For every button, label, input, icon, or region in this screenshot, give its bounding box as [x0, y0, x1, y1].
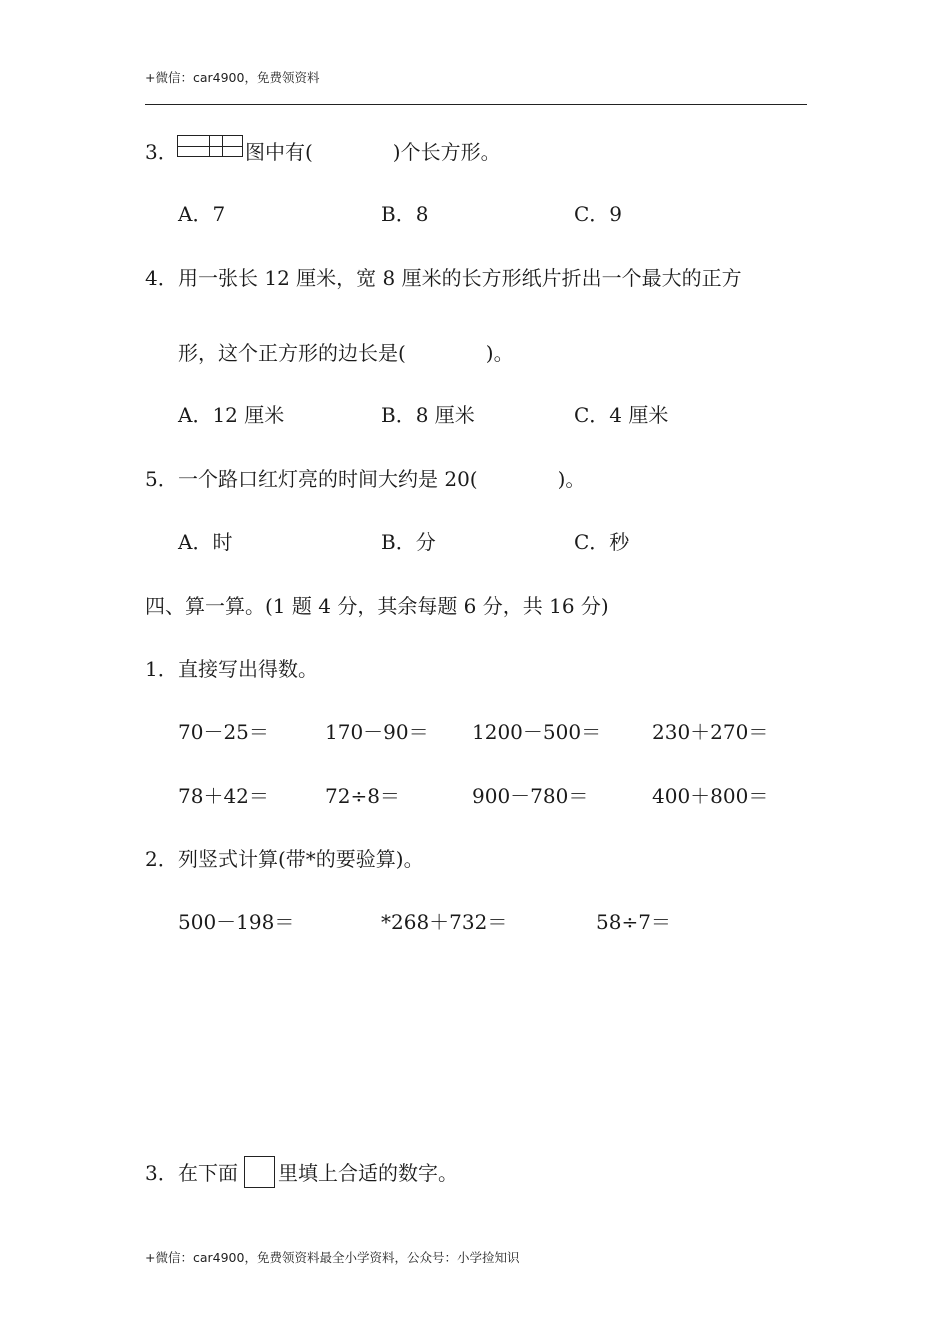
part-3-number: 3． [145, 1161, 178, 1185]
question-4-number: 4． [145, 266, 178, 290]
page-header: +微信：car4900，免费领资料 [145, 70, 320, 85]
q4-option-c: C．4 厘米 [574, 403, 669, 427]
vertical-calc-item: 500－198＝ [178, 910, 295, 934]
calc-item: 230＋270＝ [652, 720, 769, 744]
calc-item: 170－90＝ [325, 720, 429, 744]
part-2-title: 列竖式计算(带*的要验算)。 [178, 847, 424, 871]
q5-option-b: B．分 [381, 530, 436, 554]
part-3-text-before: 在下面 [178, 1161, 238, 1185]
q3-option-b: B．8 [381, 202, 429, 226]
calc-item: 400＋800＝ [652, 784, 769, 808]
question-4-line-2: 形，这个正方形的边长是( )。 [178, 341, 514, 365]
part-2-number: 2． [145, 847, 178, 871]
question-3-number: 3． [145, 140, 178, 164]
calc-item: 900－780＝ [472, 784, 589, 808]
rectangle-grid-figure [177, 135, 243, 157]
section-4-title: 四、算一算。(1 题 4 分，其余每题 6 分，共 16 分) [145, 594, 609, 618]
question-5-text: 一个路口红灯亮的时间大约是 20( )。 [178, 467, 586, 491]
calc-item: 1200－500＝ [472, 720, 602, 744]
calc-item: 72÷8＝ [325, 784, 400, 808]
vertical-calc-item: *268＋732＝ [381, 910, 508, 934]
q4-option-a: A．12 厘米 [178, 403, 285, 427]
q3-option-a: A．7 [178, 202, 226, 226]
header-rule [145, 104, 807, 105]
part-1-title: 直接写出得数。 [178, 657, 318, 681]
calc-item: 78＋42＝ [178, 784, 269, 808]
q4-option-b: B．8 厘米 [381, 403, 475, 427]
question-4-line-1: 用一张长 12 厘米，宽 8 厘米的长方形纸片折出一个最大的正方 [178, 266, 742, 290]
fill-in-box [244, 1156, 275, 1188]
part-3-text-after: 里填上合适的数字。 [278, 1161, 458, 1185]
q5-option-a: A．时 [178, 530, 233, 554]
question-3-text: 图中有( )个长方形。 [245, 140, 501, 164]
question-5-number: 5． [145, 467, 178, 491]
page-footer: +微信：car4900，免费领资料最全小学资料，公众号：小学捡知识 [145, 1250, 520, 1265]
q3-option-c: C．9 [574, 202, 623, 226]
part-1-number: 1． [145, 657, 178, 681]
calc-item: 70－25＝ [178, 720, 269, 744]
q5-option-c: C．秒 [574, 530, 630, 554]
vertical-calc-item: 58÷7＝ [596, 910, 671, 934]
